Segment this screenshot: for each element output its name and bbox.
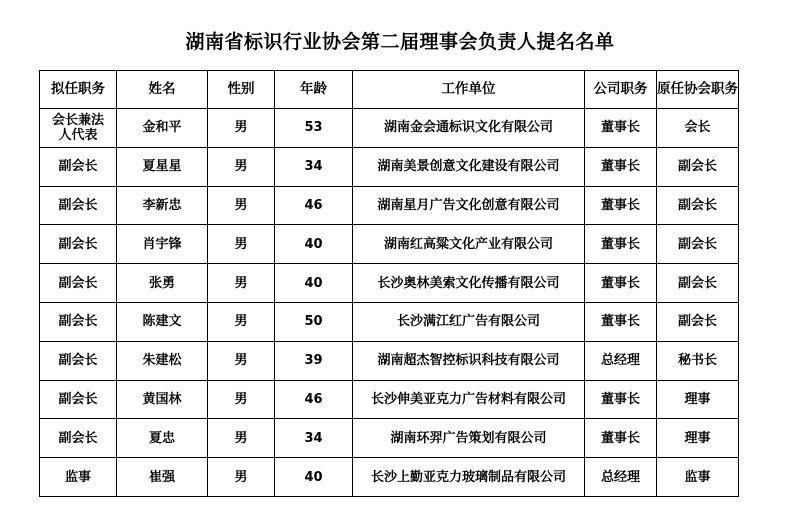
cell-name: 夏星星 <box>117 147 208 186</box>
cell-age: 46 <box>275 186 353 225</box>
cell-age: 50 <box>275 302 353 341</box>
nominee-table <box>39 70 739 497</box>
cell-name: 金和平 <box>117 109 208 148</box>
header-gender: 性别 <box>208 71 275 109</box>
cell-workplace: 长沙上勤亚克力玻璃制品有限公司 <box>353 458 585 497</box>
cell-position: 监事 <box>40 458 117 497</box>
table-row <box>40 458 739 497</box>
cell-workplace: 长沙伸美亚克力广告材料有限公司 <box>353 380 585 419</box>
cell-name: 崔强 <box>117 458 208 497</box>
header-former-role: 原任协会职务 <box>657 71 739 109</box>
cell-workplace: 湖南超杰智控标识科技有限公司 <box>353 341 585 380</box>
cell-company-title: 董事长 <box>585 225 657 264</box>
header-workplace: 工作单位 <box>353 71 585 109</box>
cell-workplace: 湖南美景创意文化建设有限公司 <box>353 147 585 186</box>
table-row <box>40 341 739 380</box>
cell-age: 40 <box>275 225 353 264</box>
cell-workplace: 长沙满江红广告有限公司 <box>353 302 585 341</box>
cell-age: 46 <box>275 380 353 419</box>
cell-former-role: 理事 <box>657 419 739 458</box>
cell-gender: 男 <box>208 186 275 225</box>
cell-former-role: 副会长 <box>657 186 739 225</box>
cell-company-title: 董事长 <box>585 380 657 419</box>
cell-company-title: 董事长 <box>585 419 657 458</box>
table-row <box>40 186 739 225</box>
cell-gender: 男 <box>208 147 275 186</box>
cell-company-title: 董事长 <box>585 147 657 186</box>
table-row <box>40 264 739 303</box>
table-row <box>40 109 739 148</box>
cell-former-role: 副会长 <box>657 264 739 303</box>
cell-gender: 男 <box>208 302 275 341</box>
cell-position: 副会长 <box>40 147 117 186</box>
cell-position: 副会长 <box>40 419 117 458</box>
cell-company-title: 董事长 <box>585 109 657 148</box>
cell-name: 陈建文 <box>117 302 208 341</box>
cell-name: 夏忠 <box>117 419 208 458</box>
header-position: 拟任职务 <box>40 71 117 109</box>
cell-name: 张勇 <box>117 264 208 303</box>
header-name: 姓名 <box>117 71 208 109</box>
cell-workplace: 湖南星月广告文化创意有限公司 <box>353 186 585 225</box>
table-header-row <box>40 71 739 109</box>
cell-gender: 男 <box>208 264 275 303</box>
cell-company-title: 董事长 <box>585 302 657 341</box>
cell-age: 53 <box>275 109 353 148</box>
cell-former-role: 理事 <box>657 380 739 419</box>
cell-gender: 男 <box>208 109 275 148</box>
cell-company-title: 总经理 <box>585 341 657 380</box>
cell-age: 34 <box>275 147 353 186</box>
table-row <box>40 225 739 264</box>
cell-company-title: 董事长 <box>585 264 657 303</box>
cell-workplace: 湖南环羿广告策划有限公司 <box>353 419 585 458</box>
cell-former-role: 副会长 <box>657 147 739 186</box>
cell-former-role: 秘书长 <box>657 341 739 380</box>
cell-former-role: 副会长 <box>657 225 739 264</box>
cell-name: 朱建松 <box>117 341 208 380</box>
cell-former-role: 监事 <box>657 458 739 497</box>
cell-gender: 男 <box>208 419 275 458</box>
cell-name: 黄国林 <box>117 380 208 419</box>
table-row <box>40 302 739 341</box>
cell-position: 副会长 <box>40 264 117 303</box>
cell-position-text: 会长兼法人代表 <box>51 112 104 143</box>
cell-workplace: 湖南金会通标识文化有限公司 <box>353 109 585 148</box>
cell-position: 副会长 <box>40 302 117 341</box>
cell-age: 40 <box>275 264 353 303</box>
document-title: 湖南省标识行业协会第二届理事会负责人提名名单 <box>185 31 615 53</box>
cell-position: 副会长 <box>40 225 117 264</box>
table-row <box>40 419 739 458</box>
header-company-title: 公司职务 <box>585 71 657 109</box>
cell-gender: 男 <box>208 341 275 380</box>
cell-position <box>40 109 117 148</box>
header-age: 年龄 <box>275 71 353 109</box>
cell-workplace: 湖南红高粱文化产业有限公司 <box>353 225 585 264</box>
cell-former-role: 会长 <box>657 109 739 148</box>
cell-age: 34 <box>275 419 353 458</box>
cell-position: 副会长 <box>40 341 117 380</box>
cell-age: 39 <box>275 341 353 380</box>
cell-former-role: 副会长 <box>657 302 739 341</box>
cell-age: 40 <box>275 458 353 497</box>
cell-position: 副会长 <box>40 186 117 225</box>
cell-gender: 男 <box>208 458 275 497</box>
cell-position: 副会长 <box>40 380 117 419</box>
cell-gender: 男 <box>208 225 275 264</box>
cell-name: 肖宇锋 <box>117 225 208 264</box>
cell-gender: 男 <box>208 380 275 419</box>
cell-company-title: 总经理 <box>585 458 657 497</box>
table-row <box>40 380 739 419</box>
cell-workplace: 长沙奥林美索文化传播有限公司 <box>353 264 585 303</box>
table-row <box>40 147 739 186</box>
cell-name: 李新忠 <box>117 186 208 225</box>
cell-company-title: 董事长 <box>585 186 657 225</box>
